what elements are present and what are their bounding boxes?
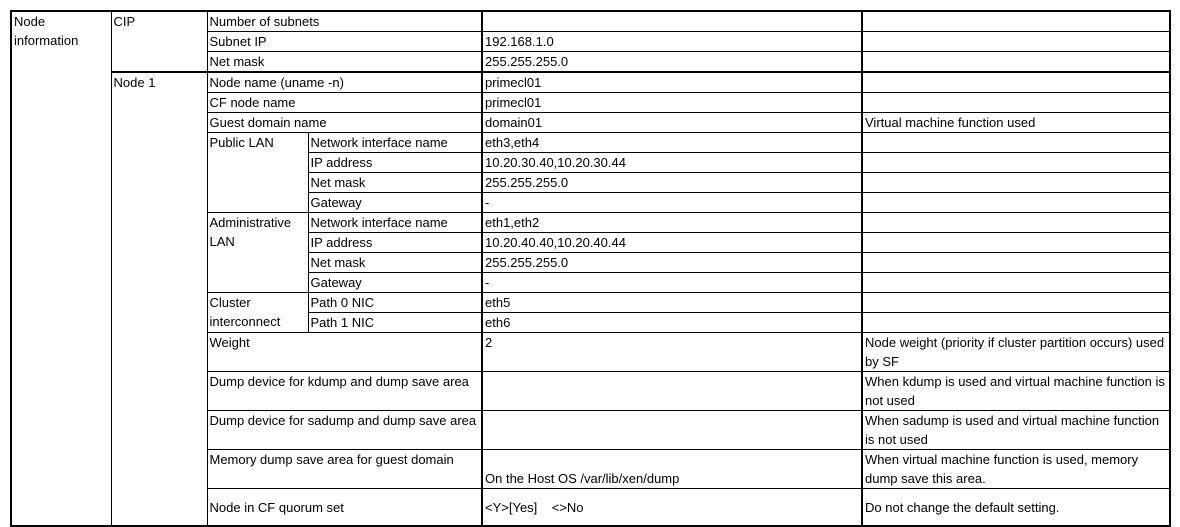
remark-adm-gw bbox=[862, 273, 1170, 293]
remark-sadump: When sadump is used and virtual machine function is not used bbox=[862, 411, 1170, 450]
item-subnet-ip: Subnet IP bbox=[207, 32, 482, 52]
value-kdump bbox=[482, 372, 862, 411]
item-adm-ip: IP address bbox=[308, 233, 482, 253]
item-path0: Path 0 NIC bbox=[308, 293, 482, 313]
value-pub-gw: - bbox=[482, 193, 862, 213]
item-pub-gw: Gateway bbox=[308, 193, 482, 213]
item-adm-nic: Network interface name bbox=[308, 213, 482, 233]
remark-pub-gw bbox=[862, 193, 1170, 213]
remark-pub-nic bbox=[862, 133, 1170, 153]
value-path0: eth5 bbox=[482, 293, 862, 313]
value-path1: eth6 bbox=[482, 313, 862, 333]
item-weight: Weight bbox=[207, 333, 482, 372]
value-memdump: On the Host OS /var/lib/xen/dump bbox=[482, 450, 862, 489]
item-quorum: Node in CF quorum set bbox=[207, 489, 482, 527]
item-cf-node-name: CF node name bbox=[207, 93, 482, 113]
value-weight: 2 bbox=[482, 333, 862, 372]
remark-number-of-subnets bbox=[862, 11, 1170, 32]
remark-quorum: Do not change the default setting. bbox=[862, 489, 1170, 527]
value-adm-ip: 10.20.40.40,10.20.40.44 bbox=[482, 233, 862, 253]
table-row bbox=[11, 11, 1170, 32]
value-adm-gw: - bbox=[482, 273, 862, 293]
item-pub-ip: IP address bbox=[308, 153, 482, 173]
value-sadump bbox=[482, 411, 862, 450]
remark-subnet-ip bbox=[862, 32, 1170, 52]
remark-pub-ip bbox=[862, 153, 1170, 173]
public-lan-label: Public LAN bbox=[207, 133, 308, 213]
item-pub-nic: Network interface name bbox=[308, 133, 482, 153]
item-number-of-subnets: Number of subnets bbox=[207, 11, 482, 32]
cluster-interconnect-label: Cluster interconnect bbox=[207, 293, 308, 333]
value-subnet-ip: 192.168.1.0 bbox=[482, 32, 862, 52]
item-cip-net-mask: Net mask bbox=[207, 52, 482, 73]
remark-adm-mask bbox=[862, 253, 1170, 273]
remark-cf-node-name bbox=[862, 93, 1170, 113]
value-adm-mask: 255.255.255.0 bbox=[482, 253, 862, 273]
remark-cip-net-mask bbox=[862, 52, 1170, 73]
value-pub-mask: 255.255.255.0 bbox=[482, 173, 862, 193]
node-information-label: Node information bbox=[11, 11, 111, 526]
node-information-table bbox=[10, 10, 1171, 527]
remark-memdump: When virtual machine function is used, memory dump save this area. bbox=[862, 450, 1170, 489]
item-node-name: Node name (uname -n) bbox=[207, 72, 482, 93]
remark-adm-ip bbox=[862, 233, 1170, 253]
value-cip-net-mask: 255.255.255.0 bbox=[482, 52, 862, 73]
item-adm-mask: Net mask bbox=[308, 253, 482, 273]
value-cf-node-name: primecl01 bbox=[482, 93, 862, 113]
value-adm-nic: eth1,eth2 bbox=[482, 213, 862, 233]
remark-path1 bbox=[862, 313, 1170, 333]
remark-guest-domain: Virtual machine function used bbox=[862, 113, 1170, 133]
item-path1: Path 1 NIC bbox=[308, 313, 482, 333]
admin-lan-label: Administrative LAN bbox=[207, 213, 308, 293]
item-guest-domain: Guest domain name bbox=[207, 113, 482, 133]
remark-kdump: When kdump is used and virtual machine function is not used bbox=[862, 372, 1170, 411]
value-pub-nic: eth3,eth4 bbox=[482, 133, 862, 153]
value-quorum: <Y>[Yes] <>No bbox=[482, 489, 862, 527]
remark-adm-nic bbox=[862, 213, 1170, 233]
node1-label: Node 1 bbox=[111, 72, 207, 526]
remark-pub-mask bbox=[862, 173, 1170, 193]
value-number-of-subnets bbox=[482, 11, 862, 32]
remark-node-name bbox=[862, 72, 1170, 93]
value-pub-ip: 10.20.30.40,10.20.30.44 bbox=[482, 153, 862, 173]
value-guest-domain: domain01 bbox=[482, 113, 862, 133]
cip-label: CIP bbox=[111, 11, 207, 72]
remark-weight: Node weight (priority if cluster partition occurs) used by SF bbox=[862, 333, 1170, 372]
item-adm-gw: Gateway bbox=[308, 273, 482, 293]
item-kdump: Dump device for kdump and dump save area bbox=[207, 372, 482, 411]
table-row bbox=[11, 72, 1170, 93]
item-sadump: Dump device for sadump and dump save area bbox=[207, 411, 482, 450]
item-memdump: Memory dump save area for guest domain bbox=[207, 450, 482, 489]
value-node-name: primecl01 bbox=[482, 72, 862, 93]
item-pub-mask: Net mask bbox=[308, 173, 482, 193]
remark-path0 bbox=[862, 293, 1170, 313]
